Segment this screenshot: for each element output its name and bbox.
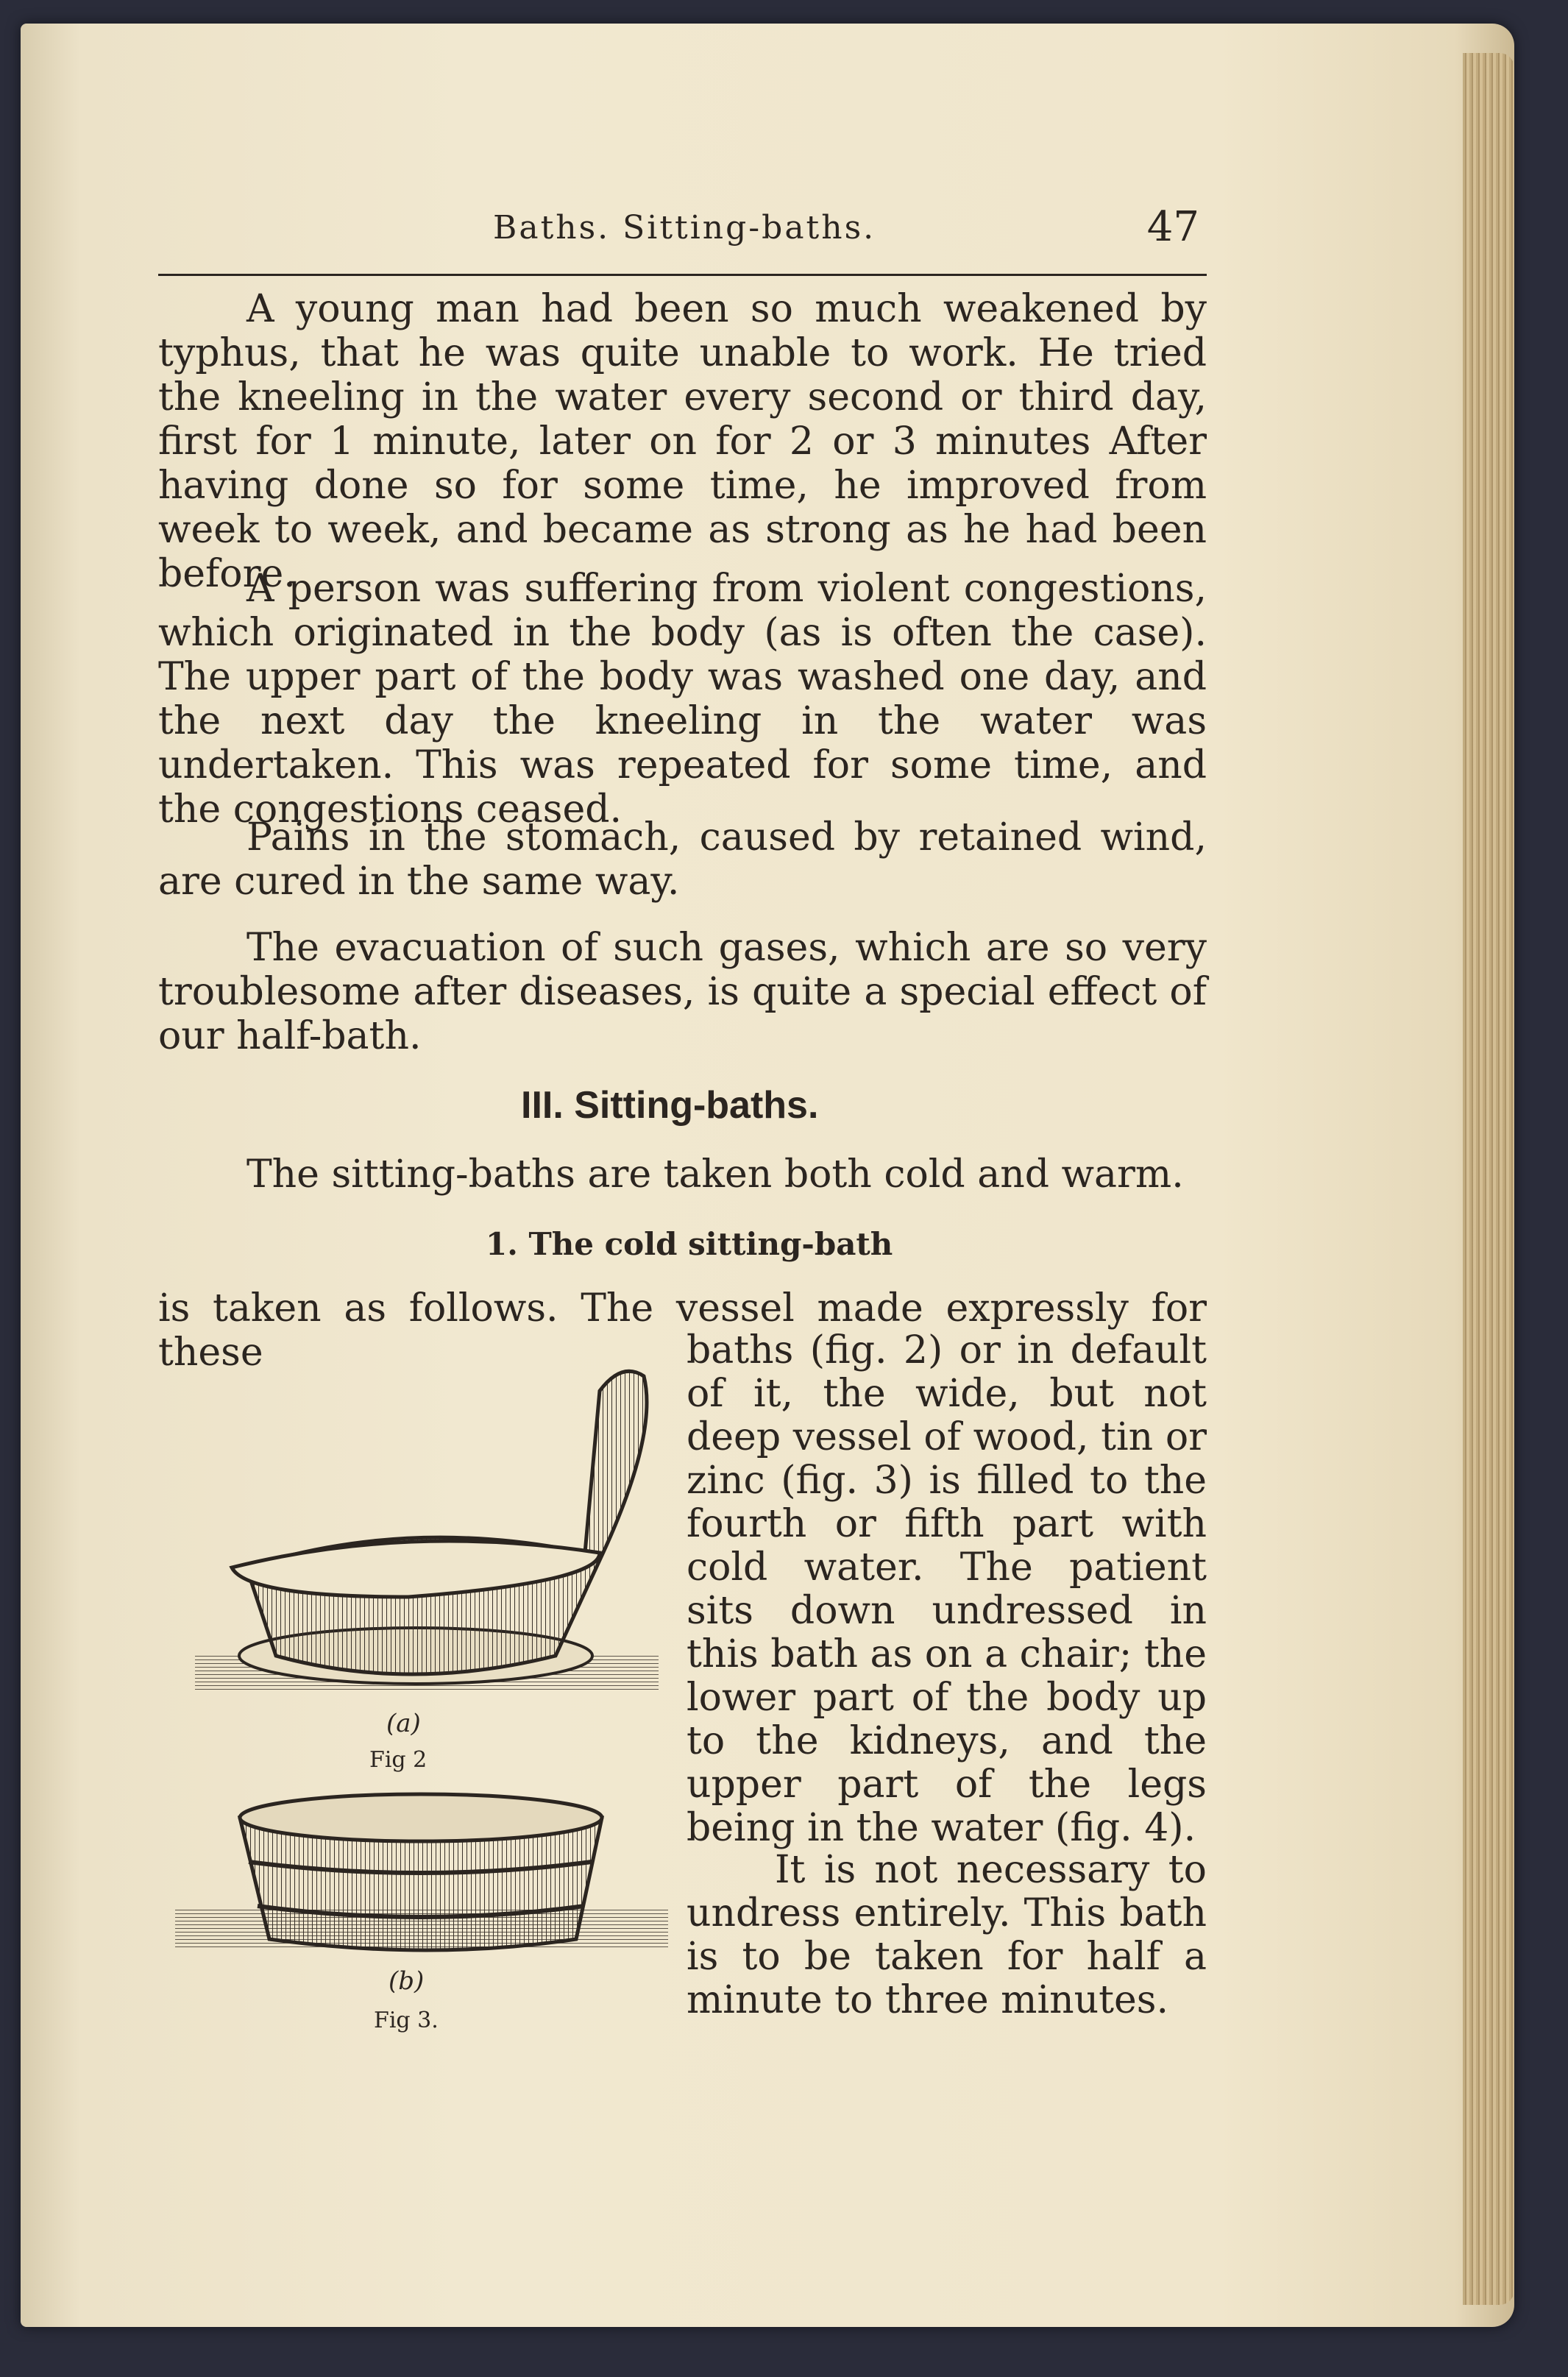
header-rule bbox=[158, 274, 1207, 276]
paragraph-4: The evacuation of such gases, which are so very troublesome after diseases, is quite a special effect of our half-bath. bbox=[158, 926, 1207, 1058]
figure-2-caption: Fig 2 bbox=[369, 1747, 428, 1773]
column-text-2: It is not necessary to undress entirely. This bath is to be taken for half a minute to three minutes. bbox=[687, 1848, 1207, 2022]
section-intro: The sitting-baths are taken both cold and warm. bbox=[246, 1152, 1184, 1197]
paragraph-1: A young man had been so much weakened by typhus, that he was quite unable to work. He tried the kneeling in the water every second or third day, first for 1 minute, later on for 2 or 3 minutes After having done so for some time, he improved from week to week, and became as strong as he had been before. bbox=[158, 287, 1207, 596]
page-number: 47 bbox=[1146, 203, 1199, 251]
sitting-bath-illustration bbox=[188, 1347, 673, 1729]
lead-line: is taken as follows. The vessel made expressly for these bbox=[158, 1286, 1207, 1375]
section-heading: III. Sitting-baths. bbox=[521, 1084, 819, 1127]
wooden-tub-illustration bbox=[175, 1781, 675, 1965]
running-title: Baths. Sitting-baths. bbox=[493, 209, 876, 247]
figure-3-label: (b) bbox=[389, 1966, 425, 1996]
paragraph-3: Pains in the stomach, caused by retained wind, are cured in the same way. bbox=[158, 815, 1207, 904]
subheading: 1. The cold sitting-bath bbox=[486, 1226, 893, 1262]
figure-2-label: (a) bbox=[386, 1709, 421, 1738]
paragraph-2: A person was suffering from violent congestions, which originated in the body (as is often the case). The upper part of the body was washed one day, and the next day the kneeling in the water was undertaken. This was repeated for some time, and the congestions ceased. bbox=[158, 567, 1207, 832]
figure-3-caption: Fig 3. bbox=[374, 2008, 439, 2033]
column-text: baths (fig. 2) or in default of it, the wide, but not deep vessel of wood, tin or zinc (fig. 3) is filled to the fourth or fifth part with cold water. The patient sits down undressed in this bath as on a chair; the lower part of the body up to the kidneys, and the upper part of the legs being in the water (fig. 4). bbox=[687, 1328, 1207, 1850]
running-header bbox=[158, 202, 1207, 253]
page-edges bbox=[1463, 53, 1514, 2305]
